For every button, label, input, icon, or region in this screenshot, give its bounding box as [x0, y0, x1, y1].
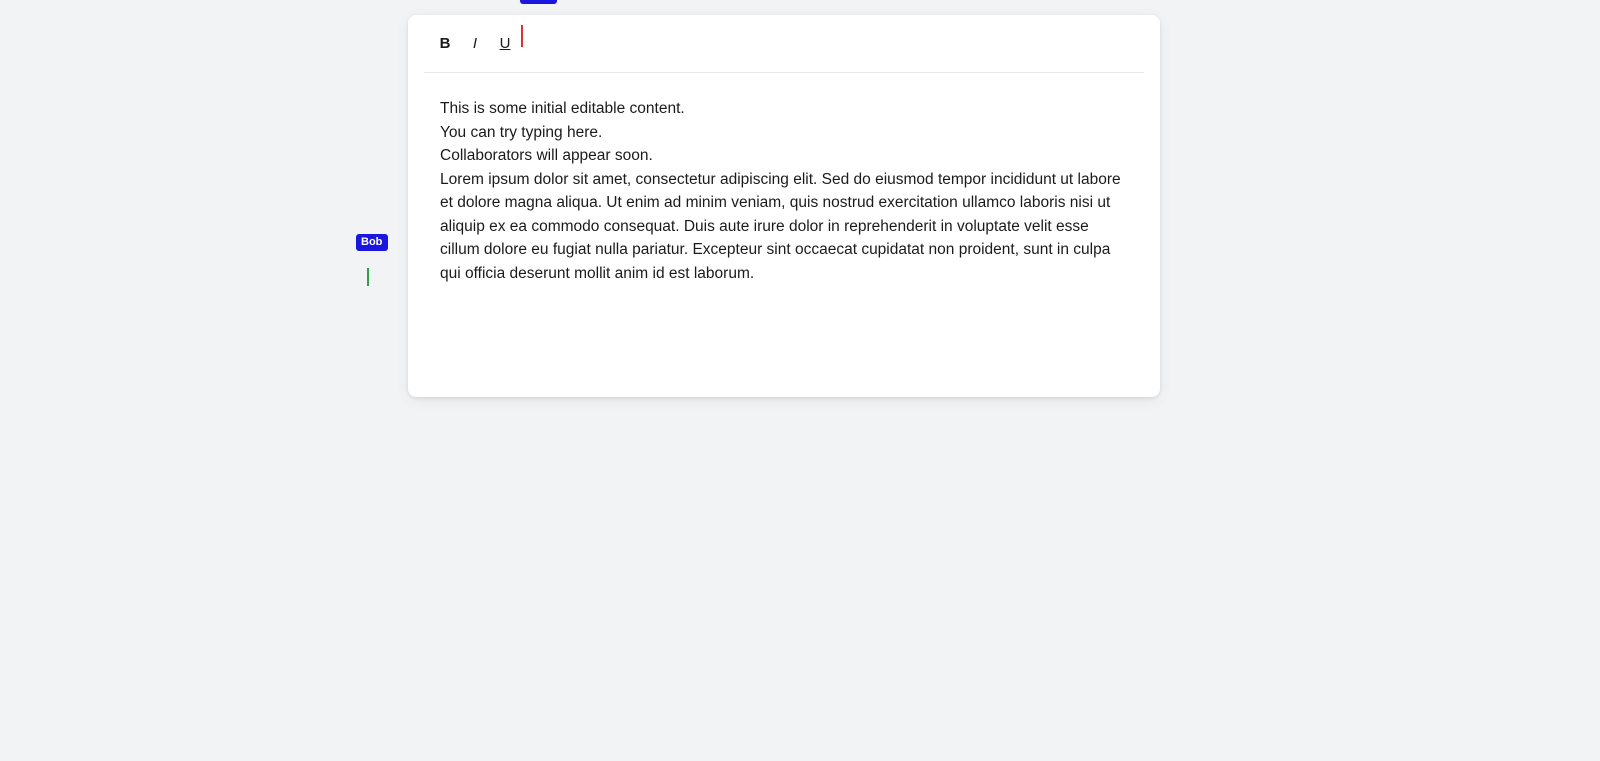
- document-line-3: Collaborators will appear soon.: [440, 147, 653, 164]
- collaborator-name-label: [520, 0, 557, 4]
- editor-card: [408, 15, 1160, 397]
- bold-button[interactable]: B: [432, 30, 458, 58]
- collaborator-name-label: Bob: [356, 234, 388, 251]
- formatting-toolbar: [424, 15, 1144, 73]
- editable-document[interactable]: [408, 73, 1160, 285]
- document-line-1: This is some initial editable content.: [440, 100, 685, 117]
- document-line-2: You can try typing here.: [440, 123, 603, 141]
- caret-icon: [367, 268, 369, 286]
- italic-button[interactable]: I: [462, 30, 488, 58]
- caret-icon: [521, 25, 523, 47]
- document-paragraph: Lorem ipsum dolor sit amet, consectetur adipiscing elit. Sed do eiusmod tempor incididunt ut labore et dolore magna aliqua. Ut enim ad minim veniam, quis nostrud exercitation ullamco laboris nisi ut aliquip ex ea commodo consequat. Duis aute irure dolor in reprehenderit in voluptate velit esse cillum dolore eu fugiat nulla pariatur. Excepteur sint occaecat cupidatat non proident, sunt in culpa qui officia deserunt mollit anim id est laborum.: [440, 170, 1121, 282]
- underline-button[interactable]: U: [492, 30, 518, 58]
